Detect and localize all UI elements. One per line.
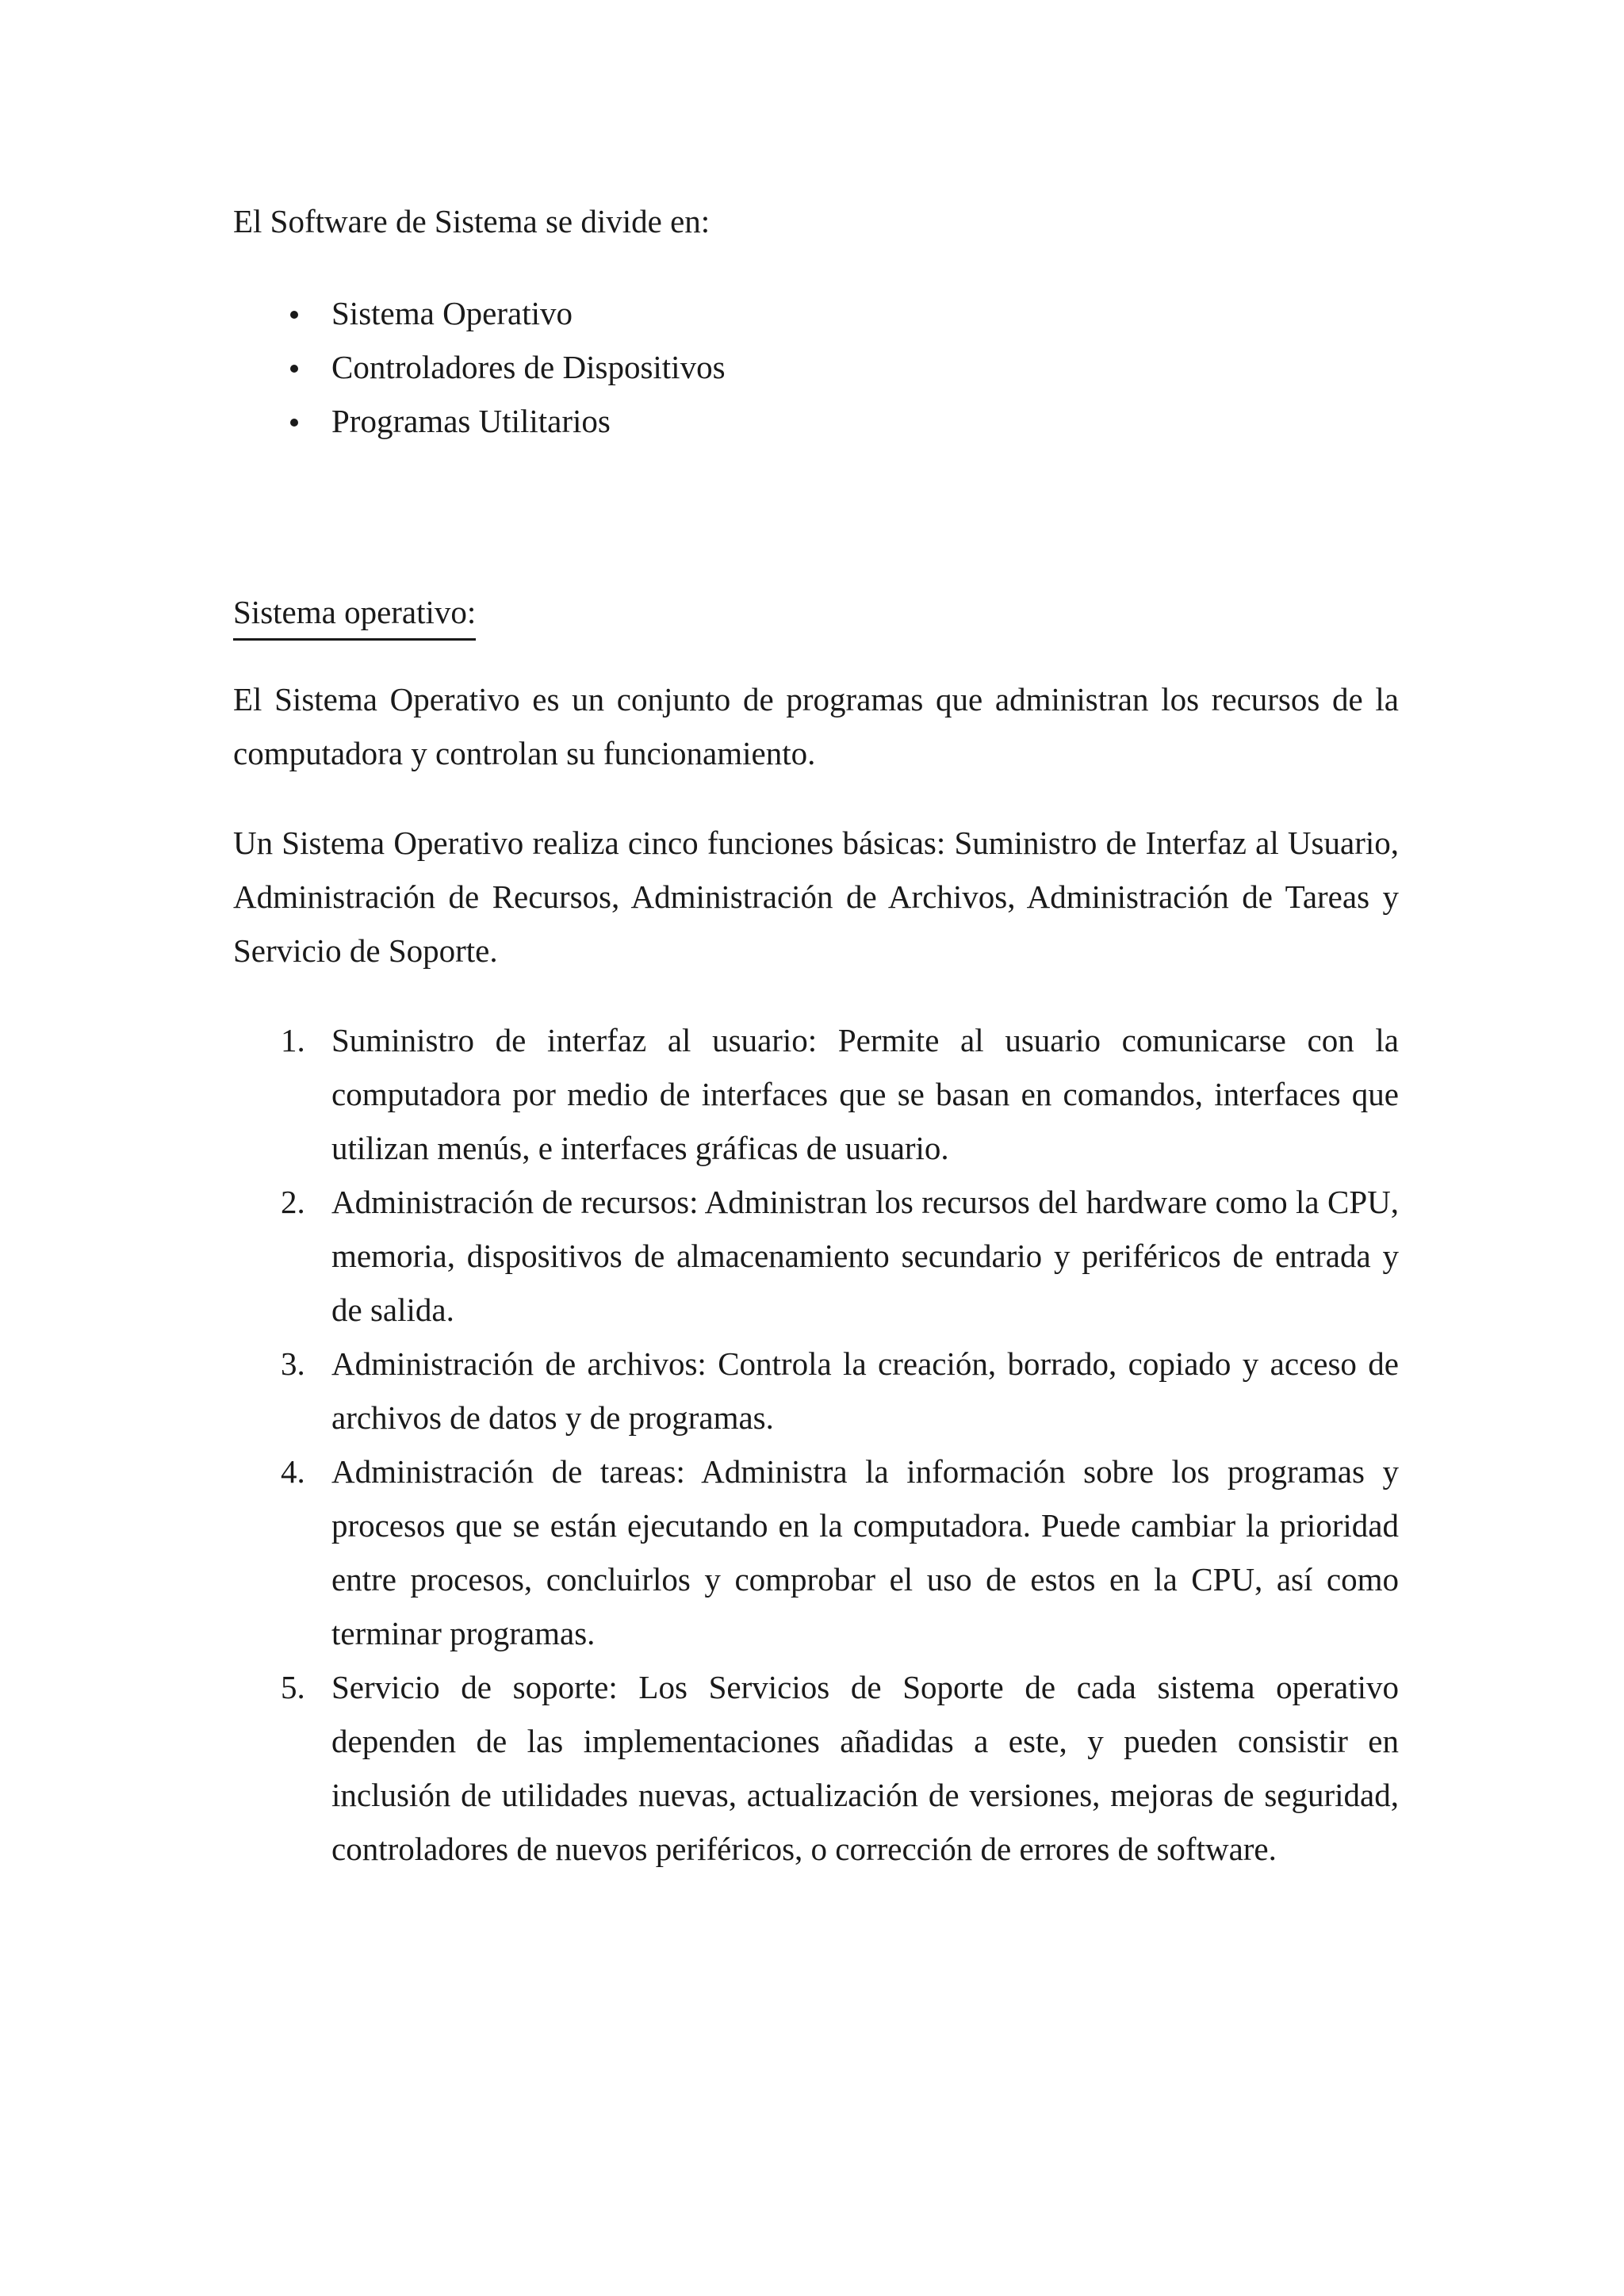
bullet-icon	[290, 311, 298, 319]
item-number: 4.	[281, 1453, 305, 1490]
item-text: Administración de recursos: Administran los recursos del hardware como la CPU, memoria, dispositivos de almacenamiento secundario y periféricos de entrada y de salida.	[331, 1184, 1399, 1328]
list-item	[233, 286, 1399, 340]
functions-list	[233, 1013, 1399, 1876]
paragraph-definition: El Sistema Operativo es un conjunto de programas que administran los recursos de la computadora y controlan su funcionamiento.	[233, 681, 1399, 771]
list-item	[233, 394, 1399, 448]
list-item-text: Programas Utilitarios	[331, 403, 611, 439]
section-title: Sistema operativo:	[233, 589, 476, 641]
paragraph-functions-intro: Un Sistema Operativo realiza cinco funciones básicas: Suministro de Interfaz al Usuario, Administración de Recursos, Administración de Archivos, Administración de Tareas y Servicio de Soporte.	[233, 825, 1399, 969]
item-text: Administración de archivos: Controla la creación, borrado, copiado y acceso de archivos de datos y de programas.	[331, 1345, 1399, 1436]
bullet-icon	[290, 419, 298, 427]
item-text: Servicio de soporte: Los Servicios de Soporte de cada sistema operativo dependen de las implementaciones añadidas a este, y pueden consistir en inclusión de utilidades nuevas, actualización de versiones, mejoras de seguridad, controladores de nuevos periféricos, o corrección de errores de software.	[331, 1669, 1399, 1867]
list-item-text: Sistema Operativo	[331, 295, 573, 331]
bullet-icon	[290, 365, 298, 373]
intro-text: El Software de Sistema se divide en:	[233, 203, 710, 239]
numbered-list-item	[233, 1337, 1399, 1445]
item-text: Administración de tareas: Administra la información sobre los programas y procesos que se están ejecutando en la computadora. Puede cambiar la prioridad entre procesos, concluirlos y comprobar el uso de estos en la CPU, así como terminar programas.	[331, 1453, 1399, 1651]
item-text: Suministro de interfaz al usuario: Permite al usuario comunicarse con la computadora por medio de interfaces que se basan en comandos, interfaces que utilizan menús, e interfaces gráficas de usuario.	[331, 1022, 1399, 1166]
item-number: 5.	[281, 1669, 305, 1705]
item-number: 1.	[281, 1022, 305, 1058]
item-number: 2.	[281, 1184, 305, 1220]
list-item-text: Controladores de Dispositivos	[331, 349, 726, 385]
numbered-list-item	[233, 1660, 1399, 1876]
software-types-list	[233, 286, 1399, 448]
item-number: 3.	[281, 1345, 305, 1382]
numbered-list-item	[233, 1445, 1399, 1660]
numbered-list-item	[233, 1175, 1399, 1337]
list-item	[233, 340, 1399, 394]
numbered-list-item	[233, 1013, 1399, 1175]
document-page	[233, 194, 1399, 1876]
